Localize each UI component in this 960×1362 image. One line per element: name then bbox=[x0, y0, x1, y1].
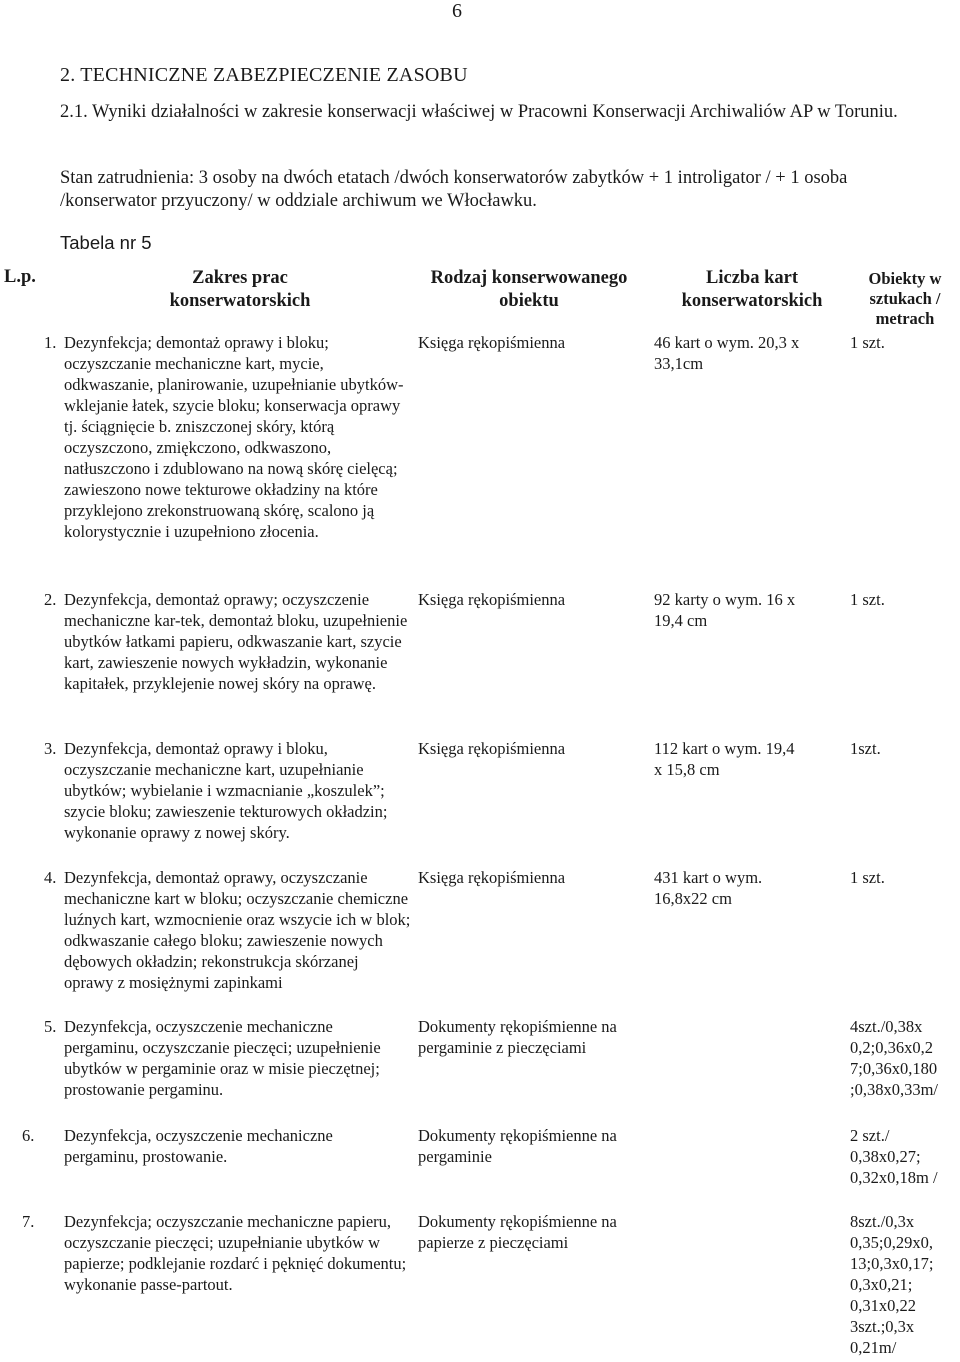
row-objects: 1 szt. bbox=[850, 333, 885, 352]
row-objects: 4szt./0,38x 0,2;0,36x0,2 7;0,36x0,180 ;0,38x0,33m/ bbox=[850, 1017, 939, 1099]
header-cards: Liczba kart konserwatorskich bbox=[681, 268, 823, 311]
row-cards: 112 kart o wym. 19,4 x 15,8 cm bbox=[654, 739, 795, 779]
row-objects: 8szt./0,3x 0,35;0,29x0, 13;0,3x0,17; 0,3x0,21; 0,31x0,22 3szt.;0,3x 0,21m/ bbox=[850, 1212, 934, 1357]
row-cards: 46 kart o wym. 20,3 x 33,1cm bbox=[654, 333, 800, 373]
row-scope: Dezynfekcja; oczyszczanie mechaniczne papieru, oczyszczanie pieczęci; uzupełnianie ubytków w papierze; podklejanie rozdarć i pęknięć dokumentu; wykonanie passe-partout. bbox=[64, 1212, 407, 1294]
table-label: Tabela nr 5 bbox=[60, 232, 152, 253]
row-scope: Dezynfekcja, oczyszczenie mechaniczne pergaminu, oczyszczanie pieczęci; uzupełnienie ubytków w pergaminie oraz w misie pieczętnej; prostowanie pergaminu. bbox=[64, 1017, 381, 1099]
row-number: 5. bbox=[44, 1017, 57, 1036]
row-scope: Dezynfekcja, oczyszczenie mechaniczne pergaminu, prostowanie. bbox=[64, 1126, 333, 1166]
row-scope: Dezynfekcja, demontaż oprawy, oczyszczanie mechaniczne kart w bloku; oczyszczanie chemiczne luźnych kart, wzmocnienie oraz wszycie ich w blok; odkwaszanie całego bloku; zawieszenie nowych dębowych okładzin; rekonstrukcja skórzanej oprawy z mosiężnymi zapinkami bbox=[64, 868, 411, 992]
row-type: Księga rękopiśmienna bbox=[418, 333, 566, 352]
staffing-paragraph: Stan zatrudnienia: 3 osoby na dwóch etatach /dwóch konserwatorów zabytków + 1 introligator / + 1 osoba /konserwator przyuczony/ w oddziale archiwum we Włocławku. bbox=[60, 168, 848, 211]
row-type: Księga rękopiśmienna bbox=[418, 868, 566, 887]
row-type: Dokumenty rękopiśmienne na pergaminie bbox=[418, 1126, 617, 1166]
row-scope: Dezynfekcja, demontaż oprawy; oczyszczenie mechaniczne kar-tek, demontaż bloku, uzupełnienie ubytków łatkami papieru, odkwaszanie kart, szycie kart, zawieszenie nowych wykładzin, wykonanie kapitałek, przyklejenie nowej skóry na oprawę. bbox=[64, 590, 408, 693]
row-number: 1. bbox=[44, 333, 57, 352]
row-type: Księga rękopiśmienna bbox=[418, 590, 566, 609]
row-number: 6. bbox=[22, 1126, 35, 1145]
row-number: 2. bbox=[44, 590, 57, 609]
row-type: Dokumenty rękopiśmienne na pergaminie z pieczęciami bbox=[418, 1017, 617, 1057]
row-cards: 92 karty o wym. 16 x 19,4 cm bbox=[654, 590, 796, 630]
page-number: 6 bbox=[452, 0, 462, 22]
header-scope: Zakres prac konserwatorskich bbox=[169, 268, 311, 311]
row-scope: Dezynfekcja, demontaż oprawy i bloku, oczyszczanie mechaniczne kart, uzupełnianie ubytków; wybielanie i wzmacnianie „koszulek”; szycie bloku; zawieszenie tekturowych okładzin; wykonanie oprawy z nowej skóry. bbox=[64, 739, 388, 842]
row-objects: 1 szt. bbox=[850, 868, 885, 887]
header-objects: Obiekty w sztukach / metrach bbox=[868, 269, 942, 328]
row-number: 4. bbox=[44, 868, 57, 887]
header-type: Rodzaj konserwowanego obiektu bbox=[430, 268, 628, 311]
row-type: Dokumenty rękopiśmienne na papierze z pieczęciami bbox=[418, 1212, 617, 1252]
subsection-heading: 2.1. Wyniki działalności w zakresie konserwacji właściwej w Pracowni Konserwacji Archiwaliów AP w Toruniu. bbox=[60, 102, 898, 122]
row-cards: 431 kart o wym. 16,8x22 cm bbox=[654, 868, 763, 908]
row-scope: Dezynfekcja; demontaż oprawy i bloku; oczyszczanie mechaniczne kart, mycie, odkwaszanie, planirowanie, uzupełnianie ubytków-wklejanie łatek, szycie bloku; konserwacja oprawy tj. ściągnięcie b. zniszczonej skóry, którą oczyszczono, zmiękczono, odkwaszono, natłuszczono i zdublowano na nową skórę cielęcą; zawieszono nowe tekturowe okładziny na które przyklejono zrekonstruowaną skórę, scalono ją kolorystycznie i uzupełniono złocenia. bbox=[64, 333, 404, 541]
row-objects: 1szt. bbox=[850, 739, 881, 758]
header-lp: L.p. bbox=[4, 267, 36, 287]
section-heading: 2. TECHNICZNE ZABEZPIECZENIE ZASOBU bbox=[60, 64, 468, 86]
row-type: Księga rękopiśmienna bbox=[418, 739, 566, 758]
row-number: 7. bbox=[22, 1212, 35, 1231]
row-objects: 2 szt./ 0,38x0,27; 0,32x0,18m / bbox=[850, 1126, 938, 1187]
row-objects: 1 szt. bbox=[850, 590, 885, 609]
row-number: 3. bbox=[44, 739, 57, 758]
